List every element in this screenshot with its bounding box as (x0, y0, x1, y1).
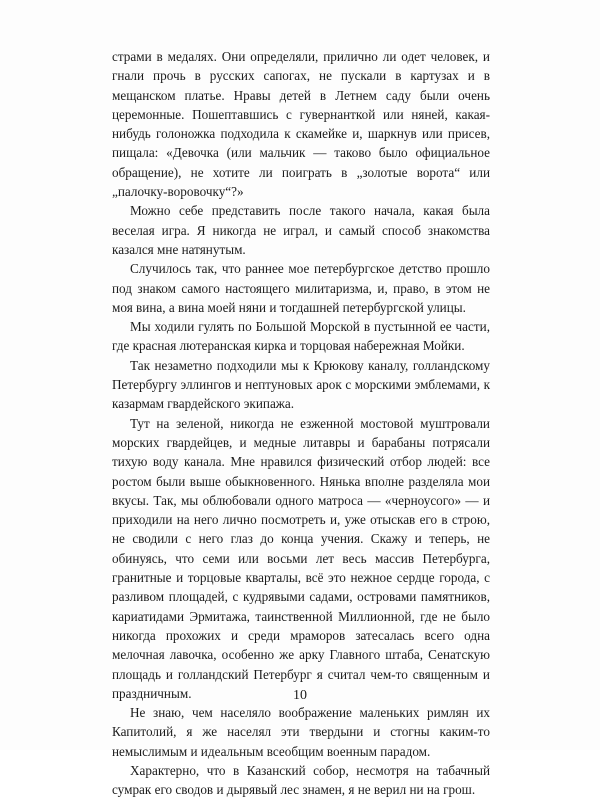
paragraph-8: Характерно, что в Казанский собор, несмотря на табачный сумрак его сводов и дырявый лес знамен, я не верил ни на грош. (112, 762, 490, 798)
paragraph-6: Тут на зеленой, никогда не езженной мостовой муштровали морских гвардейцев, и медные литавры и барабаны потрясали тихую воду канала. Мне нравился физический отбор людей: все ростом были выше обыкновенного. Нянька вполне разделяла мои вкусы. Так, мы облюбовали одного матроса — «черноусого» — и приходили на него лично посмотреть и, уже отыскав его в строю, не сводили с него глаз до конца учения. Скажу и теперь, не обинуясь, что семи или восьми лет весь массив Петербурга, гранитные и торцовые кварталы, всё это нежное сердце города, с разливом площадей, с кудрявыми садами, островами памятников, кариатидами Эрмитажа, таинственной Миллионной, где не было никогда прохожих и среди мраморов затесалась всего одна мелочная лавочка, особенно же арку Главного штаба, Сенатскую площадь и голландский Петербург я считал чем-то священным и праздничным. (112, 415, 490, 701)
paragraph-2: Можно себе представить после такого начала, какая была веселая игра. Я никогда не играл, и самый способ знакомства казался мне натянутым. (112, 203, 490, 257)
body-text (112, 47, 490, 800)
paragraph-1: страми в медалях. Они определяли, прилично ли одет человек, и гнали прочь в русских сапогах, не пускали в картузах и в мещанском платье. Нравы детей в Летнем саду были очень церемонные. Пошептавшись с гувернанткой или няней, какая-нибудь голоножка подходила к скамейке и, шаркнув или присев, пищала: «Девочка (или мальчик — таково было официальное обращение), не хотите ли поиграть в „золотые ворота“ или „палочку-воровочку“?» (112, 49, 490, 200)
paragraph-7: Не знаю, чем населяло воображение маленьких римлян их Капитолий, я же населял эти твердыни и стогны каким-то немыслимым и идеальным всеобщим военным парадом. (112, 705, 490, 759)
paragraph-3: Случилось так, что раннее мое петербургское детство прошло под знаком самого настоящего милитаризма, и, право, в этом не моя вина, а вина моей няни и тогдашней петербургской улицы. (112, 261, 490, 315)
paragraph-4: Мы ходили гулять по Большой Морской в пустынной ее части, где красная лютеранская кирка и торцовая набережная Мойки. (112, 319, 490, 354)
page-number: 10 (293, 688, 307, 703)
paragraph-5: Так незаметно подходили мы к Крюкову каналу, голландскому Петербургу эллингов и нептуновых арок с морскими эмблемами, к казармам гвардейского экипажа. (112, 357, 490, 412)
